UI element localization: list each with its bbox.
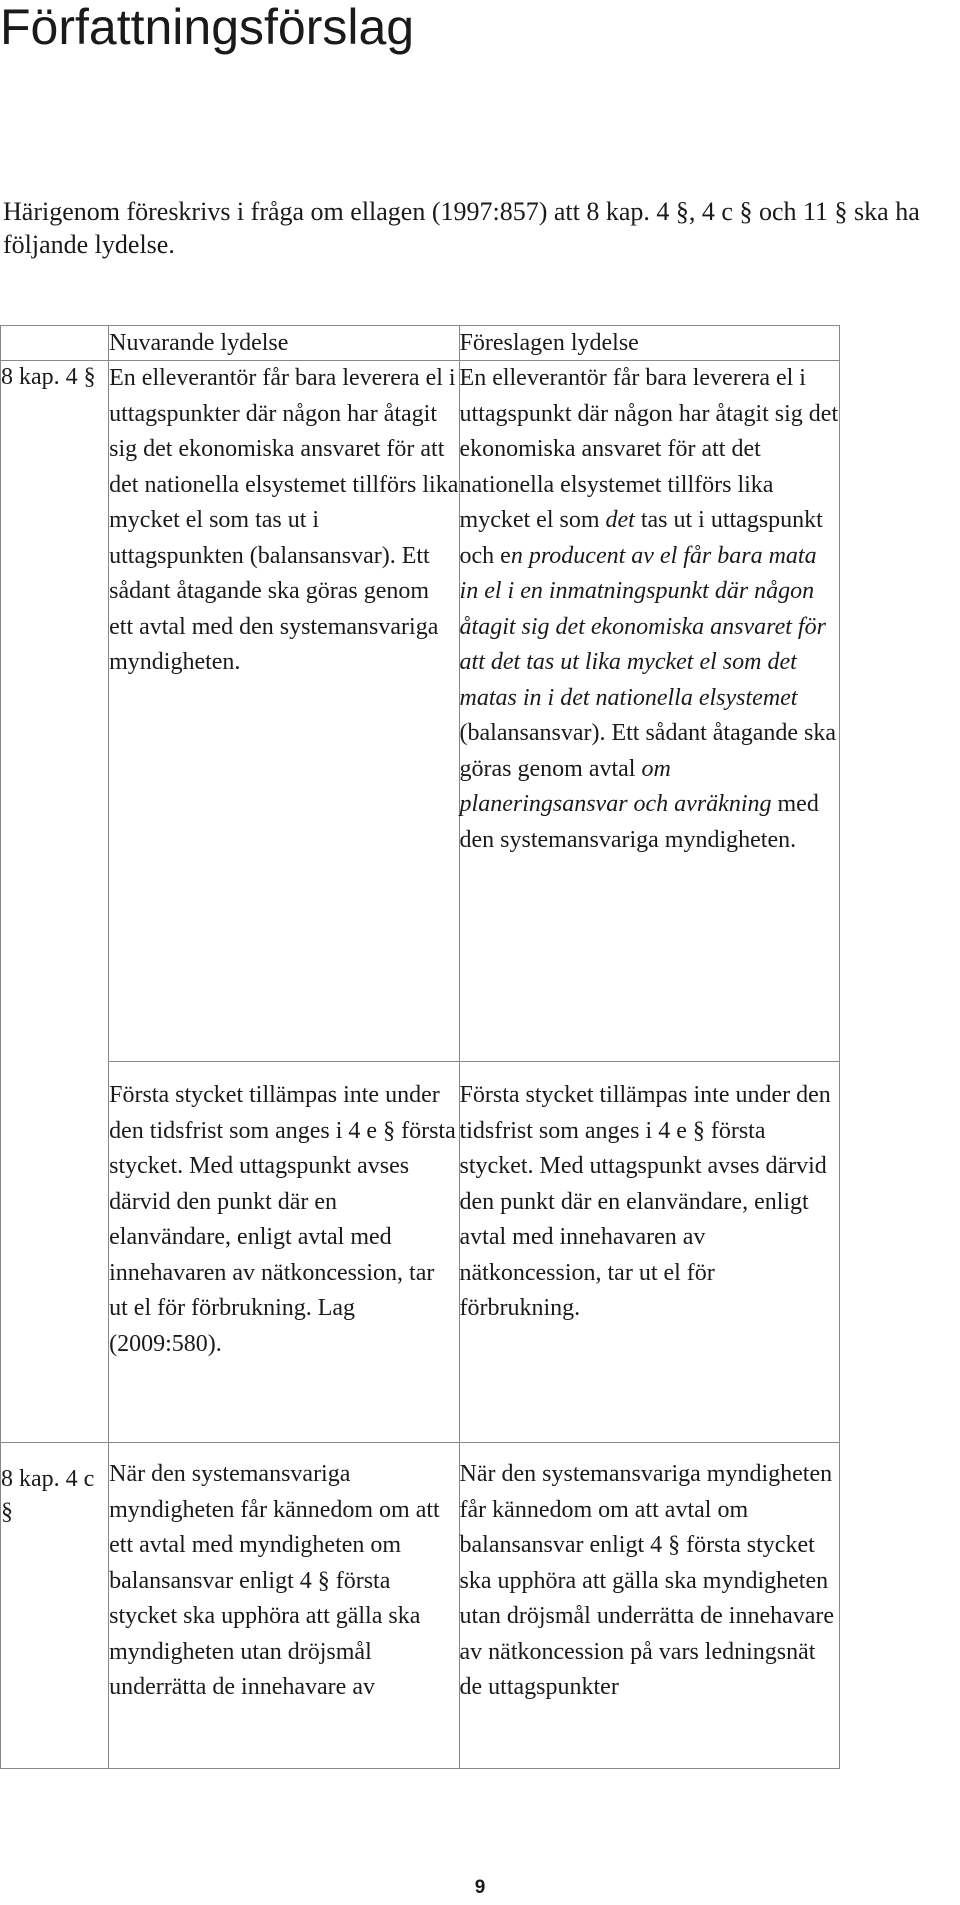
current-text: En elleverantör får bara leverera el i uttagspunkter där någon har åtagit sig det ekonomiska ansvaret för att det nationella elsystemet tillförs lika mycket el som tas ut i uttagspunkten (balansansvar). Ett sådant åtagande ska göras genom ett avtal med den systemansvariga myndigheten. xyxy=(109,365,459,675)
current-text: Första stycket tillämpas inte under den tidsfrist som anges i 4 e § första stycket. Med uttagspunkt avses därvid den punkt där en elanvändare, enligt avtal med innehavaren av nätkoncession, tar ut el för förbrukning. Lag (2009:580). xyxy=(109,1082,456,1357)
header-current-wording: Nuvarande lydelse xyxy=(109,326,459,361)
table-row xyxy=(1,1062,840,1443)
page-title: Författningsförslag xyxy=(0,0,415,55)
intro-paragraph: Härigenom föreskrivs i fråga om ellagen (1997:857) att 8 kap. 4 §, 4 c § och 11 § ska ha följande lydelse. xyxy=(3,197,920,259)
table-row xyxy=(1,361,840,1062)
current-wording-4-para-2 xyxy=(109,1062,459,1443)
current-wording-4-para-1 xyxy=(109,361,459,1062)
proposed-text-part: En elleverantör får bara leverera el i uttagspunkt där någon har åtagit sig det ekonomiska ansvaret för att det nationella elsystemet tillförs lika mycket el som xyxy=(459,365,839,533)
proposed-text-part: med den systemansvariga myndigheten. xyxy=(459,791,819,853)
proposed-text-part: (balansansvar). Ett sådant åtagande ska göras genom avtal xyxy=(459,720,837,782)
proposed-text: Första stycket tillämpas inte under den tidsfrist som anges i 4 e § första stycket. Med uttagspunkt avses därvid den punkt där en elanvändare, enligt avtal med innehavaren av nätkoncession, tar ut el för förbrukning. xyxy=(459,1082,831,1321)
proposed-text-italic: om planeringsansvar och avräkning xyxy=(459,755,772,817)
table-row xyxy=(1,1443,840,1769)
proposed-text-italic: det xyxy=(605,507,635,533)
proposed-text xyxy=(460,361,839,858)
section-label-4: 8 kap. 4 § xyxy=(1,361,109,1443)
proposed-wording-4c xyxy=(459,1443,839,1769)
current-wording-4c xyxy=(109,1443,459,1769)
header-blank-cell xyxy=(1,326,109,361)
proposed-wording-4-para-2 xyxy=(459,1062,839,1443)
section-label-4c: 8 kap. 4 c § xyxy=(1,1443,109,1769)
table-header-row xyxy=(1,326,840,361)
current-text: När den systemansvariga myndigheten får kännedom om att ett avtal med myndigheten om balansansvar enligt 4 § första stycket ska upphöra att gälla ska myndigheten utan dröjsmål underrätta de innehavare av xyxy=(109,1461,440,1700)
proposed-text-part: tas ut i uttagspunkt och e xyxy=(459,507,823,569)
proposed-wording-4-para-1 xyxy=(459,361,839,1062)
header-proposed-wording: Föreslagen lydelse xyxy=(459,326,839,361)
comparison-table xyxy=(0,325,840,1769)
page-number: 9 xyxy=(474,1877,486,1898)
proposed-text: När den systemansvariga myndigheten får kännedom om att avtal om balansansvar enligt 4 § första stycket ska upphöra att gälla ska myndigheten utan dröjsmål underrätta de innehavare av nätkoncession på vars ledningsnät de uttagspunkter xyxy=(459,1461,835,1700)
proposed-text-italic: n producent av el får bara mata in el i en inmatningspunkt där någon åtagit sig det ekonomiska ansvaret för att det tas ut lika mycket el som det matas in i det nationella elsystemet xyxy=(459,542,826,711)
